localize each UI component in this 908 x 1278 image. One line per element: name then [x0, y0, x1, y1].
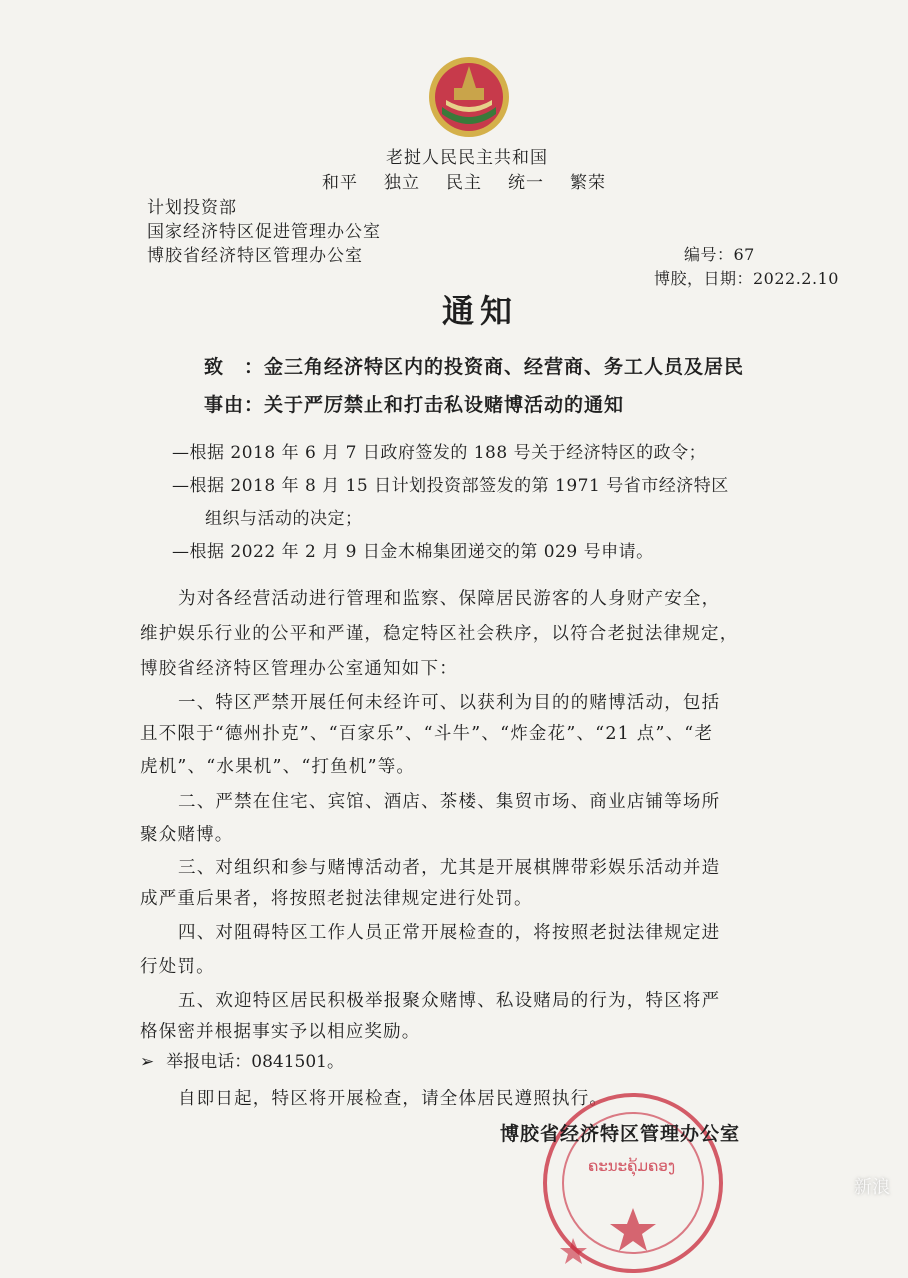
body-line: 博胶省经济特区管理办公室通知如下：: [140, 659, 458, 679]
legal-basis-line: —根据 2022 年 2 月 9 日金木棉集团递交的第 029 号申请。: [172, 542, 654, 562]
body-line: 为对各经营活动进行管理和监察、保障居民游客的人身财产安全，: [178, 589, 721, 609]
national-motto: [322, 168, 632, 193]
report-hotline-text: 举报电话：0841501。: [166, 1052, 344, 1072]
national-emblem-icon: [424, 52, 514, 142]
legal-basis-line: —根据 2018 年 6 月 7 日政府签发的 188 号关于经济特区的政令；: [172, 443, 707, 463]
body-line: 维护娱乐行业的公平和严谨，稳定特区社会秩序，以符合老挝法律规定，: [140, 624, 739, 644]
body-line: 成严重后果者，将按照老挝法律规定进行处罚。: [140, 889, 533, 909]
body-line: 格保密并根据事实予以相应奖励。: [140, 1022, 421, 1042]
document-number: 编号：67: [684, 245, 755, 264]
recipients-line: 致 ：金三角经济特区内的投资商、经营商、务工人员及居民: [204, 356, 745, 378]
motto-word: 独立: [384, 173, 420, 193]
subject-line: 事由：关于严厉禁止和打击私设赌博活动的通知: [204, 394, 625, 416]
document-title: 通知: [442, 292, 519, 330]
arrowhead-bullet-icon: ➢: [140, 1052, 155, 1072]
seal-text: ຄະນະຄຸ້ມຄອງ: [588, 1157, 676, 1175]
body-line: 四、对阻碍特区工作人员正常开展检查的，将按照老挝法律规定进: [178, 923, 721, 943]
body-line: 且不限于“德州扑克”、“百家乐”、“斗牛”、“炸金花”、“21 点”、“老: [140, 724, 714, 744]
document-date: 博胶，日期：2022.2.10: [654, 269, 839, 288]
issuer-line: 计划投资部: [147, 198, 237, 218]
closing-line: 自即日起，特区将开展检查，请全体居民遵照执行。: [178, 1089, 609, 1109]
motto-word: 繁荣: [570, 173, 606, 193]
body-line: 五、欢迎特区居民积极举报聚众赌博、私设赌局的行为，特区将严: [178, 991, 721, 1011]
country-name: 老挝人民民主共和国: [386, 148, 548, 168]
motto-word: 和平: [322, 173, 358, 193]
official-seal-icon: [538, 1088, 728, 1278]
watermark: 新浪: [854, 1177, 890, 1198]
motto-word: 民主: [446, 173, 482, 193]
signature-organization: 博胶省经济特区管理办公室: [500, 1123, 741, 1145]
motto-word: 统一: [508, 173, 544, 193]
report-hotline: [140, 1047, 344, 1072]
legal-basis-line: 组织与活动的决定；: [205, 509, 363, 529]
legal-basis-line: —根据 2018 年 8 月 15 日计划投资部签发的第 1971 号省市经济特区: [172, 476, 729, 496]
body-line: 二、严禁在住宅、宾馆、酒店、茶楼、集贸市场、商业店铺等场所: [178, 792, 721, 812]
body-line: 虎机”、“水果机”、“打鱼机”等。: [140, 757, 416, 777]
body-line: 聚众赌博。: [140, 825, 234, 845]
issuer-line: 国家经济特区促进管理办公室: [147, 222, 381, 242]
body-line: 一、特区严禁开展任何未经许可、以获利为目的的赌博活动，包括: [178, 693, 721, 713]
body-line: 行处罚。: [140, 957, 215, 977]
body-line: 三、对组织和参与赌博活动者，尤其是开展棋牌带彩娱乐活动并造: [178, 858, 721, 878]
issuer-line: 博胶省经济特区管理办公室: [147, 246, 363, 266]
